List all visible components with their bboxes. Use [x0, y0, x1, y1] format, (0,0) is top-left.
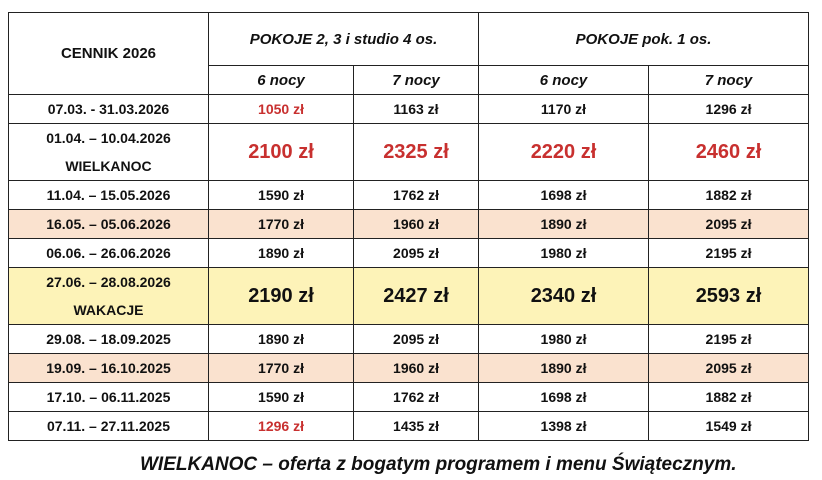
period-cell: 06.06. – 26.06.2026: [9, 239, 209, 268]
price-cell: 2100 zł: [209, 124, 354, 181]
price-cell: 1890 zł: [479, 210, 649, 239]
price-cell: 1762 zł: [354, 181, 479, 210]
price-cell: 2095 zł: [649, 354, 809, 383]
period-cell: 29.08. – 18.09.2025: [9, 325, 209, 354]
price-cell: 2095 zł: [354, 325, 479, 354]
table-row-easter: [9, 124, 809, 181]
price-cell: 1435 zł: [354, 412, 479, 441]
period-cell: [9, 268, 209, 325]
table-row: [9, 95, 809, 124]
subheader-7-nights: 7 nocy: [649, 66, 809, 95]
table-row: [9, 325, 809, 354]
price-cell: 1890 zł: [209, 239, 354, 268]
price-cell: 1882 zł: [649, 383, 809, 412]
price-cell: 1698 zł: [479, 383, 649, 412]
price-cell: 1698 zł: [479, 181, 649, 210]
period-cell: 17.10. – 06.11.2025: [9, 383, 209, 412]
price-cell: 1296 zł: [649, 95, 809, 124]
price-cell: 1296 zł: [209, 412, 354, 441]
price-cell: 2593 zł: [649, 268, 809, 325]
price-cell: 2095 zł: [649, 210, 809, 239]
price-cell: 2195 zł: [649, 239, 809, 268]
table-row: [9, 354, 809, 383]
price-cell: 1882 zł: [649, 181, 809, 210]
table-row: [9, 383, 809, 412]
price-cell: 2325 zł: [354, 124, 479, 181]
group-header-multi-room: POKOJE 2, 3 i studio 4 os.: [209, 13, 479, 66]
table-row: [9, 210, 809, 239]
price-cell: 2195 zł: [649, 325, 809, 354]
price-cell: 1398 zł: [479, 412, 649, 441]
period-dates: 01.04. – 10.04.2026: [46, 130, 171, 146]
price-cell: 2427 zł: [354, 268, 479, 325]
period-cell: 07.11. – 27.11.2025: [9, 412, 209, 441]
price-cell: 1960 zł: [354, 354, 479, 383]
period-dates: 27.06. – 28.08.2026: [46, 274, 171, 290]
table-row-summer: [9, 268, 809, 325]
price-cell: 1163 zł: [354, 95, 479, 124]
table-row: [9, 239, 809, 268]
price-cell: 2190 zł: [209, 268, 354, 325]
period-cell: 16.05. – 05.06.2026: [9, 210, 209, 239]
price-cell: 2095 zł: [354, 239, 479, 268]
price-cell: 2460 zł: [649, 124, 809, 181]
period-cell: 07.03. - 31.03.2026: [9, 95, 209, 124]
period-label: WIELKANOC: [65, 158, 152, 174]
price-cell: 1050 zł: [209, 95, 354, 124]
price-cell: 1590 zł: [209, 383, 354, 412]
price-cell: 1770 zł: [209, 354, 354, 383]
table-row: [9, 412, 809, 441]
period-cell: 11.04. – 15.05.2026: [9, 181, 209, 210]
table-title: CENNIK 2026: [9, 13, 209, 95]
price-cell: 1590 zł: [209, 181, 354, 210]
price-cell: 1980 zł: [479, 325, 649, 354]
price-cell: 1770 zł: [209, 210, 354, 239]
price-table: [8, 12, 809, 441]
subheader-6-nights: 6 nocy: [209, 66, 354, 95]
price-cell: 1960 zł: [354, 210, 479, 239]
price-cell: 2220 zł: [479, 124, 649, 181]
price-cell: 1762 zł: [354, 383, 479, 412]
price-cell: 1549 zł: [649, 412, 809, 441]
price-cell: 1170 zł: [479, 95, 649, 124]
period-cell: [9, 124, 209, 181]
price-cell: 1890 zł: [479, 354, 649, 383]
group-header-single-room: POKOJE pok. 1 os.: [479, 13, 809, 66]
price-cell: 2340 zł: [479, 268, 649, 325]
footer-note: WIELKANOC – oferta z bogatym programem i menu Świątecznym.: [140, 454, 737, 475]
price-cell: 1890 zł: [209, 325, 354, 354]
subheader-7-nights: 7 nocy: [354, 66, 479, 95]
period-label: WAKACJE: [73, 302, 144, 318]
table-row: [9, 181, 809, 210]
subheader-6-nights: 6 nocy: [479, 66, 649, 95]
price-cell: 1980 zł: [479, 239, 649, 268]
period-cell: 19.09. – 16.10.2025: [9, 354, 209, 383]
